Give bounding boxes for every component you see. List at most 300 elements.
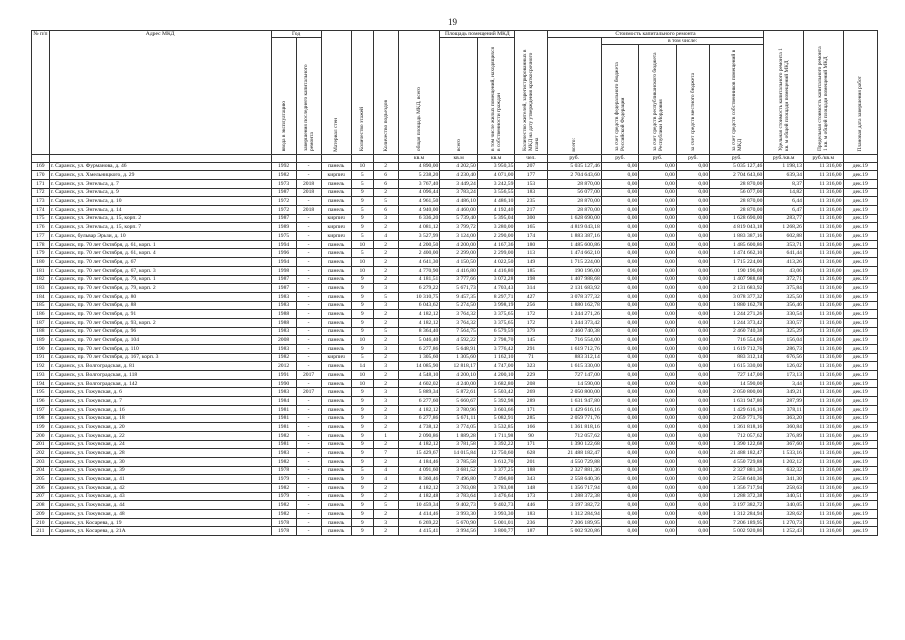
- unit-cell: руб.: [601, 154, 639, 162]
- max-cost-cell: 11 316,00: [803, 475, 843, 484]
- entrances-cell: 2: [373, 371, 398, 380]
- deadline-cell: дек.19: [843, 301, 877, 310]
- cost-total-cell: 1 474 662,10: [547, 249, 601, 258]
- wall-material-cell: панель: [321, 249, 351, 258]
- area-private-cell: 4 703,43: [477, 284, 515, 293]
- year-repair-cell: -: [296, 466, 321, 475]
- residents-cell: 269: [515, 388, 547, 397]
- cost-fed-budget-cell: 0,00: [601, 457, 639, 466]
- row-number: 194: [32, 379, 50, 388]
- residents-cell: 183: [515, 188, 547, 197]
- specific-cost-cell: 353,71: [764, 240, 804, 249]
- cost-total-cell: 2 460 740,38: [547, 327, 601, 336]
- specific-cost-cell: 367,60: [764, 440, 804, 449]
- cost-regional-cell: 0,00: [639, 501, 677, 510]
- entrances-cell: 2: [373, 310, 398, 319]
- year-built-cell: 1981: [271, 440, 296, 449]
- cost-total-cell: 1 619 712,76: [547, 345, 601, 354]
- cost-total-cell: 712 057,62: [547, 431, 601, 440]
- year-built-cell: 1994: [271, 258, 296, 267]
- residents-cell: 153: [515, 179, 547, 188]
- cost-fed-budget-cell: 0,00: [601, 179, 639, 188]
- max-cost-cell: 11 316,00: [803, 492, 843, 501]
- cost-fed-budget-cell: 0,00: [601, 388, 639, 397]
- year-repair-cell: 2017: [296, 371, 321, 380]
- table-row: [32, 379, 878, 388]
- cost-local-cell: 0,00: [676, 423, 709, 432]
- table-row: [32, 492, 878, 501]
- area-all-cell: 5 872,61: [440, 388, 478, 397]
- wall-material-cell: панель: [321, 336, 351, 345]
- total-area-cell: 4 641,30: [398, 258, 440, 267]
- area-private-cell: 3 612,70: [477, 457, 515, 466]
- header-deadline: Плановая дата завершения работ: [843, 31, 877, 155]
- total-area-cell: 4 182,12: [398, 405, 440, 414]
- row-number: 199: [32, 423, 50, 432]
- area-private-cell: 3 280,00: [477, 223, 515, 232]
- specific-cost-cell: 376,89: [764, 431, 804, 440]
- cost-total-cell: 1 628 690,00: [547, 214, 601, 223]
- area-all-cell: 9 457,35: [440, 292, 478, 301]
- residents-cell: 628: [515, 449, 547, 458]
- max-cost-cell: 11 316,00: [803, 275, 843, 284]
- cost-fed-budget-cell: 0,00: [601, 284, 639, 293]
- table-row: [32, 301, 878, 310]
- row-number: 211: [32, 527, 50, 536]
- residents-cell: 427: [515, 292, 547, 301]
- cost-fed-budget-cell: 0,00: [601, 440, 639, 449]
- floors-cell: 10: [351, 371, 373, 380]
- cost-total-cell: 1 361 818,16: [547, 423, 601, 432]
- cost-owners-cell: 1 429 616,16: [710, 405, 764, 414]
- cost-local-cell: 0,00: [676, 492, 709, 501]
- area-all-cell: 4 240,00: [440, 379, 478, 388]
- row-number: 192: [32, 362, 50, 371]
- cost-fed-budget-cell: 0,00: [601, 188, 639, 197]
- cost-total-cell: 716 554,00: [547, 336, 601, 345]
- wall-material-cell: кирпич: [321, 223, 351, 232]
- area-private-cell: 2 798,70: [477, 336, 515, 345]
- max-cost-cell: 11 316,00: [803, 249, 843, 258]
- address-cell: г. Саранск, пр. 70 лет Октября, д. 61, корп. 4: [49, 249, 271, 258]
- table-row: [32, 292, 878, 301]
- cost-total-cell: 2 131 683,92: [547, 284, 601, 293]
- residents-cell: 166: [515, 423, 547, 432]
- deadline-cell: дек.19: [843, 518, 877, 527]
- residents-cell: 291: [515, 345, 547, 354]
- cost-regional-cell: 0,00: [639, 414, 677, 423]
- cost-local-cell: 0,00: [676, 206, 709, 215]
- year-built-cell: 1978: [271, 527, 296, 536]
- cost-fed-budget-cell: 0,00: [601, 510, 639, 519]
- cost-local-cell: 0,00: [676, 171, 709, 180]
- year-repair-cell: 2018: [296, 188, 321, 197]
- total-area-cell: 4 415,41: [398, 527, 440, 536]
- table-row: [32, 171, 878, 180]
- unit-cell: руб.: [547, 154, 601, 162]
- row-number: 205: [32, 475, 50, 484]
- total-area-cell: 4 200,50: [398, 240, 440, 249]
- header-entrances: Количество подъездов: [373, 31, 398, 155]
- table-row: [32, 345, 878, 354]
- deadline-cell: дек.19: [843, 466, 877, 475]
- cost-regional-cell: 0,00: [639, 484, 677, 493]
- address-cell: г. Саранск, ул. Гожувская, д. 22: [49, 431, 271, 440]
- year-built-cell: 1994: [271, 240, 296, 249]
- cost-local-cell: 0,00: [676, 405, 709, 414]
- deadline-cell: дек.19: [843, 240, 877, 249]
- unit-cell: руб./кв.м: [803, 154, 843, 162]
- total-area-cell: 6 279,22: [398, 284, 440, 293]
- total-area-cell: 4 182,12: [398, 318, 440, 327]
- max-cost-cell: 11 316,00: [803, 440, 843, 449]
- area-private-cell: 3 682,80: [477, 379, 515, 388]
- cost-total-cell: 2 327 881,36: [547, 466, 601, 475]
- table-row: [32, 214, 878, 223]
- max-cost-cell: 11 316,00: [803, 310, 843, 319]
- area-private-cell: 5 392,98: [477, 397, 515, 406]
- entrances-cell: 3: [373, 388, 398, 397]
- area-all-cell: 3 993,30: [440, 510, 478, 519]
- row-number: 185: [32, 301, 50, 310]
- cost-regional-cell: 0,00: [639, 431, 677, 440]
- cost-total-cell: 2 059 771,76: [547, 414, 601, 423]
- residents-cell: 314: [515, 284, 547, 293]
- wall-material-cell: панель: [321, 405, 351, 414]
- cost-owners-cell: 2 327 881,36: [710, 466, 764, 475]
- max-cost-cell: 11 316,00: [803, 527, 843, 536]
- year-built-cell: 1972: [271, 197, 296, 206]
- row-number: 196: [32, 397, 50, 406]
- floors-cell: 9: [351, 449, 373, 458]
- cost-regional-cell: 0,00: [639, 371, 677, 380]
- table-row: [32, 527, 878, 536]
- wall-material-cell: панель: [321, 318, 351, 327]
- cost-regional-cell: 0,00: [639, 353, 677, 362]
- cost-total-cell: 1 429 616,16: [547, 405, 601, 414]
- cost-fed-budget-cell: 0,00: [601, 336, 639, 345]
- header-year-repair: завершения последнего капитального ремонта: [296, 38, 321, 154]
- cost-owners-cell: 2 131 683,92: [710, 284, 764, 293]
- row-number: 207: [32, 492, 50, 501]
- address-cell: г. Саранск, пр. 70 лет Октября, д. 88: [49, 301, 271, 310]
- table-row: [32, 501, 878, 510]
- floors-cell: 9: [351, 475, 373, 484]
- deadline-cell: дек.19: [843, 492, 877, 501]
- area-private-cell: 1 711,98: [477, 431, 515, 440]
- cost-regional-cell: 0,00: [639, 249, 677, 258]
- specific-cost-cell: 126,02: [764, 362, 804, 371]
- year-built-cell: 1978: [271, 466, 296, 475]
- specific-cost-cell: 360,84: [764, 423, 804, 432]
- area-private-cell: 3 392,22: [477, 440, 515, 449]
- specific-cost-cell: 676,56: [764, 353, 804, 362]
- cost-fed-budget-cell: 0,00: [601, 206, 639, 215]
- wall-material-cell: панель: [321, 258, 351, 267]
- wall-material-cell: панель: [321, 292, 351, 301]
- unit-cell: кв.м: [477, 154, 515, 162]
- row-number: 191: [32, 353, 50, 362]
- area-all-cell: 14 015,84: [440, 449, 478, 458]
- specific-cost-cell: 283,77: [764, 214, 804, 223]
- cost-owners-cell: 2 059 771,76: [710, 414, 764, 423]
- cost-owners-cell: 28 870,00: [710, 206, 764, 215]
- cost-regional-cell: 0,00: [639, 197, 677, 206]
- cost-local-cell: 0,00: [676, 162, 709, 171]
- address-cell: г. Саранск, ул. Гожувская, д. 16: [49, 405, 271, 414]
- row-number: 206: [32, 484, 50, 493]
- area-all-cell: 4 592,22: [440, 336, 478, 345]
- total-area-cell: 5 046,40: [398, 336, 440, 345]
- cost-owners-cell: 716 554,00: [710, 336, 764, 345]
- floors-cell: 9: [351, 405, 373, 414]
- cost-local-cell: 0,00: [676, 440, 709, 449]
- total-area-cell: 6 043,62: [398, 301, 440, 310]
- area-all-cell: 3 783,24: [440, 188, 478, 197]
- max-cost-cell: 11 316,00: [803, 162, 843, 171]
- unit-cell: руб.: [676, 154, 709, 162]
- wall-material-cell: панель: [321, 197, 351, 206]
- area-private-cell: 3 532,85: [477, 423, 515, 432]
- wall-material-cell: панель: [321, 414, 351, 423]
- max-cost-cell: 11 316,00: [803, 327, 843, 336]
- year-built-cell: 1981: [271, 423, 296, 432]
- cost-regional-cell: 0,00: [639, 266, 677, 275]
- cost-fed-budget-cell: 0,00: [601, 327, 639, 336]
- total-area-cell: 8 364,40: [398, 327, 440, 336]
- floors-cell: 9: [351, 275, 373, 284]
- area-all-cell: 2 299,00: [440, 249, 478, 258]
- deadline-cell: дек.19: [843, 197, 877, 206]
- residents-cell: 113: [515, 249, 547, 258]
- total-area-cell: 5 238,20: [398, 171, 440, 180]
- year-repair-cell: -: [296, 379, 321, 388]
- wall-material-cell: панель: [321, 301, 351, 310]
- table-row: [32, 249, 878, 258]
- deadline-cell: дек.19: [843, 431, 877, 440]
- row-number: 197: [32, 405, 50, 414]
- year-repair-cell: -: [296, 292, 321, 301]
- row-number: 203: [32, 457, 50, 466]
- cost-owners-cell: 1 288 372,38: [710, 492, 764, 501]
- year-built-cell: 1982: [271, 501, 296, 510]
- deadline-cell: дек.19: [843, 179, 877, 188]
- cost-regional-cell: 0,00: [639, 240, 677, 249]
- floors-cell: 9: [351, 510, 373, 519]
- cost-regional-cell: 0,00: [639, 449, 677, 458]
- cost-total-cell: 28 870,00: [547, 206, 601, 215]
- address-cell: г. Саранск, бульвар Эрьзи, д. 10: [49, 232, 271, 241]
- table-row: [32, 431, 878, 440]
- cost-regional-cell: 0,00: [639, 171, 677, 180]
- cost-local-cell: 0,00: [676, 527, 709, 536]
- total-area-cell: 4 940,00: [398, 206, 440, 215]
- year-repair-cell: -: [296, 301, 321, 310]
- row-number: 181: [32, 266, 50, 275]
- year-repair-cell: -: [296, 336, 321, 345]
- specific-cost-cell: 6,47: [764, 206, 804, 215]
- cost-owners-cell: 1 356 717,94: [710, 484, 764, 493]
- year-built-cell: 1983: [271, 388, 296, 397]
- specific-cost-cell: 340,05: [764, 501, 804, 510]
- area-all-cell: 3 785,58: [440, 457, 478, 466]
- specific-cost-cell: 8,37: [764, 179, 804, 188]
- cost-local-cell: 0,00: [676, 240, 709, 249]
- cost-total-cell: 21 488 182,47: [547, 449, 601, 458]
- cost-owners-cell: 1 407 988,68: [710, 275, 764, 284]
- row-number: 183: [32, 284, 50, 293]
- area-private-cell: 5 395,04: [477, 214, 515, 223]
- entrances-cell: 2: [373, 162, 398, 171]
- max-cost-cell: 11 316,00: [803, 405, 843, 414]
- address-cell: г. Саранск, ул. Гожувская, д. 28: [49, 449, 271, 458]
- deadline-cell: дек.19: [843, 405, 877, 414]
- wall-material-cell: панель: [321, 457, 351, 466]
- area-private-cell: 2 290,00: [477, 232, 515, 241]
- year-repair-cell: -: [296, 223, 321, 232]
- year-built-cell: 1982: [271, 171, 296, 180]
- year-repair-cell: -: [296, 266, 321, 275]
- total-area-cell: 6 277,86: [398, 414, 440, 423]
- cost-local-cell: 0,00: [676, 232, 709, 241]
- units-row: [32, 154, 878, 162]
- year-built-cell: 1973: [271, 179, 296, 188]
- year-repair-cell: -: [296, 397, 321, 406]
- floors-cell: 14: [351, 362, 373, 371]
- total-area-cell: 4 182,12: [398, 484, 440, 493]
- cost-total-cell: 883 312,14: [547, 353, 601, 362]
- area-private-cell: 5 082,91: [477, 414, 515, 423]
- year-repair-cell: -: [296, 310, 321, 319]
- deadline-cell: дек.19: [843, 171, 877, 180]
- wall-material-cell: панель: [321, 440, 351, 449]
- max-cost-cell: 11 316,00: [803, 171, 843, 180]
- entrances-cell: 2: [373, 336, 398, 345]
- entrances-cell: 5: [373, 501, 398, 510]
- wall-material-cell: панель: [321, 327, 351, 336]
- total-area-cell: 4 091,60: [398, 466, 440, 475]
- area-all-cell: 3 994,56: [440, 527, 478, 536]
- year-built-cell: 1989: [271, 223, 296, 232]
- deadline-cell: дек.19: [843, 318, 877, 327]
- year-built-cell: 1981: [271, 414, 296, 423]
- specific-cost-cell: 286,73: [764, 345, 804, 354]
- year-repair-cell: -: [296, 414, 321, 423]
- cost-fed-budget-cell: 0,00: [601, 266, 639, 275]
- unit-cell: руб.: [639, 154, 677, 162]
- wall-material-cell: панель: [321, 188, 351, 197]
- area-all-cell: 4 460,00: [440, 206, 478, 215]
- cost-regional-cell: 0,00: [639, 397, 677, 406]
- cost-regional-cell: 0,00: [639, 327, 677, 336]
- cost-owners-cell: 1 244 271,26: [710, 310, 764, 319]
- cost-fed-budget-cell: 0,00: [601, 449, 639, 458]
- wall-material-cell: панель: [321, 466, 351, 475]
- area-all-cell: 5 670,90: [440, 518, 478, 527]
- cost-owners-cell: 7 206 189,95: [710, 518, 764, 527]
- cost-local-cell: 0,00: [676, 188, 709, 197]
- deadline-cell: дек.19: [843, 327, 877, 336]
- cost-local-cell: 0,00: [676, 457, 709, 466]
- cost-regional-cell: 0,00: [639, 284, 677, 293]
- address-cell: г. Саранск, пр. 70 лет Октября, д. 167, корп. 3: [49, 353, 271, 362]
- floors-cell: 9: [351, 292, 373, 301]
- area-all-cell: 3 799,72: [440, 223, 478, 232]
- specific-cost-cell: 14,82: [764, 188, 804, 197]
- cost-local-cell: 0,00: [676, 266, 709, 275]
- area-all-cell: 7 496,80: [440, 475, 478, 484]
- max-cost-cell: 11 316,00: [803, 232, 843, 241]
- total-area-cell: 4 770,90: [398, 266, 440, 275]
- area-all-cell: 3 783,08: [440, 484, 478, 493]
- cost-regional-cell: 0,00: [639, 188, 677, 197]
- deadline-cell: дек.19: [843, 527, 877, 536]
- cost-total-cell: 5 002 920,86: [547, 527, 601, 536]
- entrances-cell: 4: [373, 232, 398, 241]
- max-cost-cell: 11 316,00: [803, 388, 843, 397]
- cost-local-cell: 0,00: [676, 292, 709, 301]
- wall-material-cell: панель: [321, 431, 351, 440]
- cost-fed-budget-cell: 0,00: [601, 162, 639, 171]
- wall-material-cell: панель: [321, 266, 351, 275]
- entrances-cell: 4: [373, 466, 398, 475]
- deadline-cell: дек.19: [843, 475, 877, 484]
- table-row: [32, 232, 878, 241]
- specific-cost-cell: 375,84: [764, 284, 804, 293]
- address-cell: г. Саранск, ул. Фурманова, д. 46: [49, 162, 271, 171]
- cost-regional-cell: 0,00: [639, 405, 677, 414]
- year-built-cell: 1990: [271, 379, 296, 388]
- year-built-cell: 1983: [271, 327, 296, 336]
- row-number: 204: [32, 466, 50, 475]
- cost-total-cell: 28 870,00: [547, 197, 601, 206]
- cost-local-cell: 0,00: [676, 475, 709, 484]
- residents-cell: 289: [515, 397, 547, 406]
- cost-owners-cell: 712 057,62: [710, 431, 764, 440]
- cost-fed-budget-cell: 0,00: [601, 371, 639, 380]
- header-residents: Количество жителей, зарегистрированных в МКД на дату утверждения краткосрочного плана: [515, 31, 547, 155]
- table-row: [32, 457, 878, 466]
- address-cell: г. Саранск, ул. Гожувская, д. 39: [49, 466, 271, 475]
- max-cost-cell: 11 316,00: [803, 206, 843, 215]
- max-cost-cell: 11 316,00: [803, 501, 843, 510]
- max-cost-cell: 11 316,00: [803, 518, 843, 527]
- entrances-cell: 5: [373, 292, 398, 301]
- cost-local-cell: 0,00: [676, 258, 709, 267]
- cost-fed-budget-cell: 0,00: [601, 414, 639, 423]
- area-private-cell: 1 162,10: [477, 353, 515, 362]
- year-repair-cell: -: [296, 353, 321, 362]
- year-built-cell: 1983: [271, 301, 296, 310]
- address-cell: г. Саранск, ул. Гожувская, д. 43: [49, 492, 271, 501]
- year-repair-cell: -: [296, 318, 321, 327]
- deadline-cell: дек.19: [843, 371, 877, 380]
- entrances-cell: 3: [373, 518, 398, 527]
- cost-local-cell: 0,00: [676, 353, 709, 362]
- table-row: [32, 388, 878, 397]
- residents-cell: 343: [515, 475, 547, 484]
- entrances-cell: 2: [373, 527, 398, 536]
- header-area-all: всего: [440, 38, 478, 154]
- cost-fed-budget-cell: 0,00: [601, 318, 639, 327]
- area-all-cell: 4 200,10: [440, 371, 478, 380]
- cost-total-cell: 56 077,00: [547, 188, 601, 197]
- residents-cell: 198: [515, 275, 547, 284]
- total-area-cell: 4 602,02: [398, 379, 440, 388]
- entrances-cell: 3: [373, 397, 398, 406]
- cost-regional-cell: 0,00: [639, 388, 677, 397]
- table-row: [32, 510, 878, 519]
